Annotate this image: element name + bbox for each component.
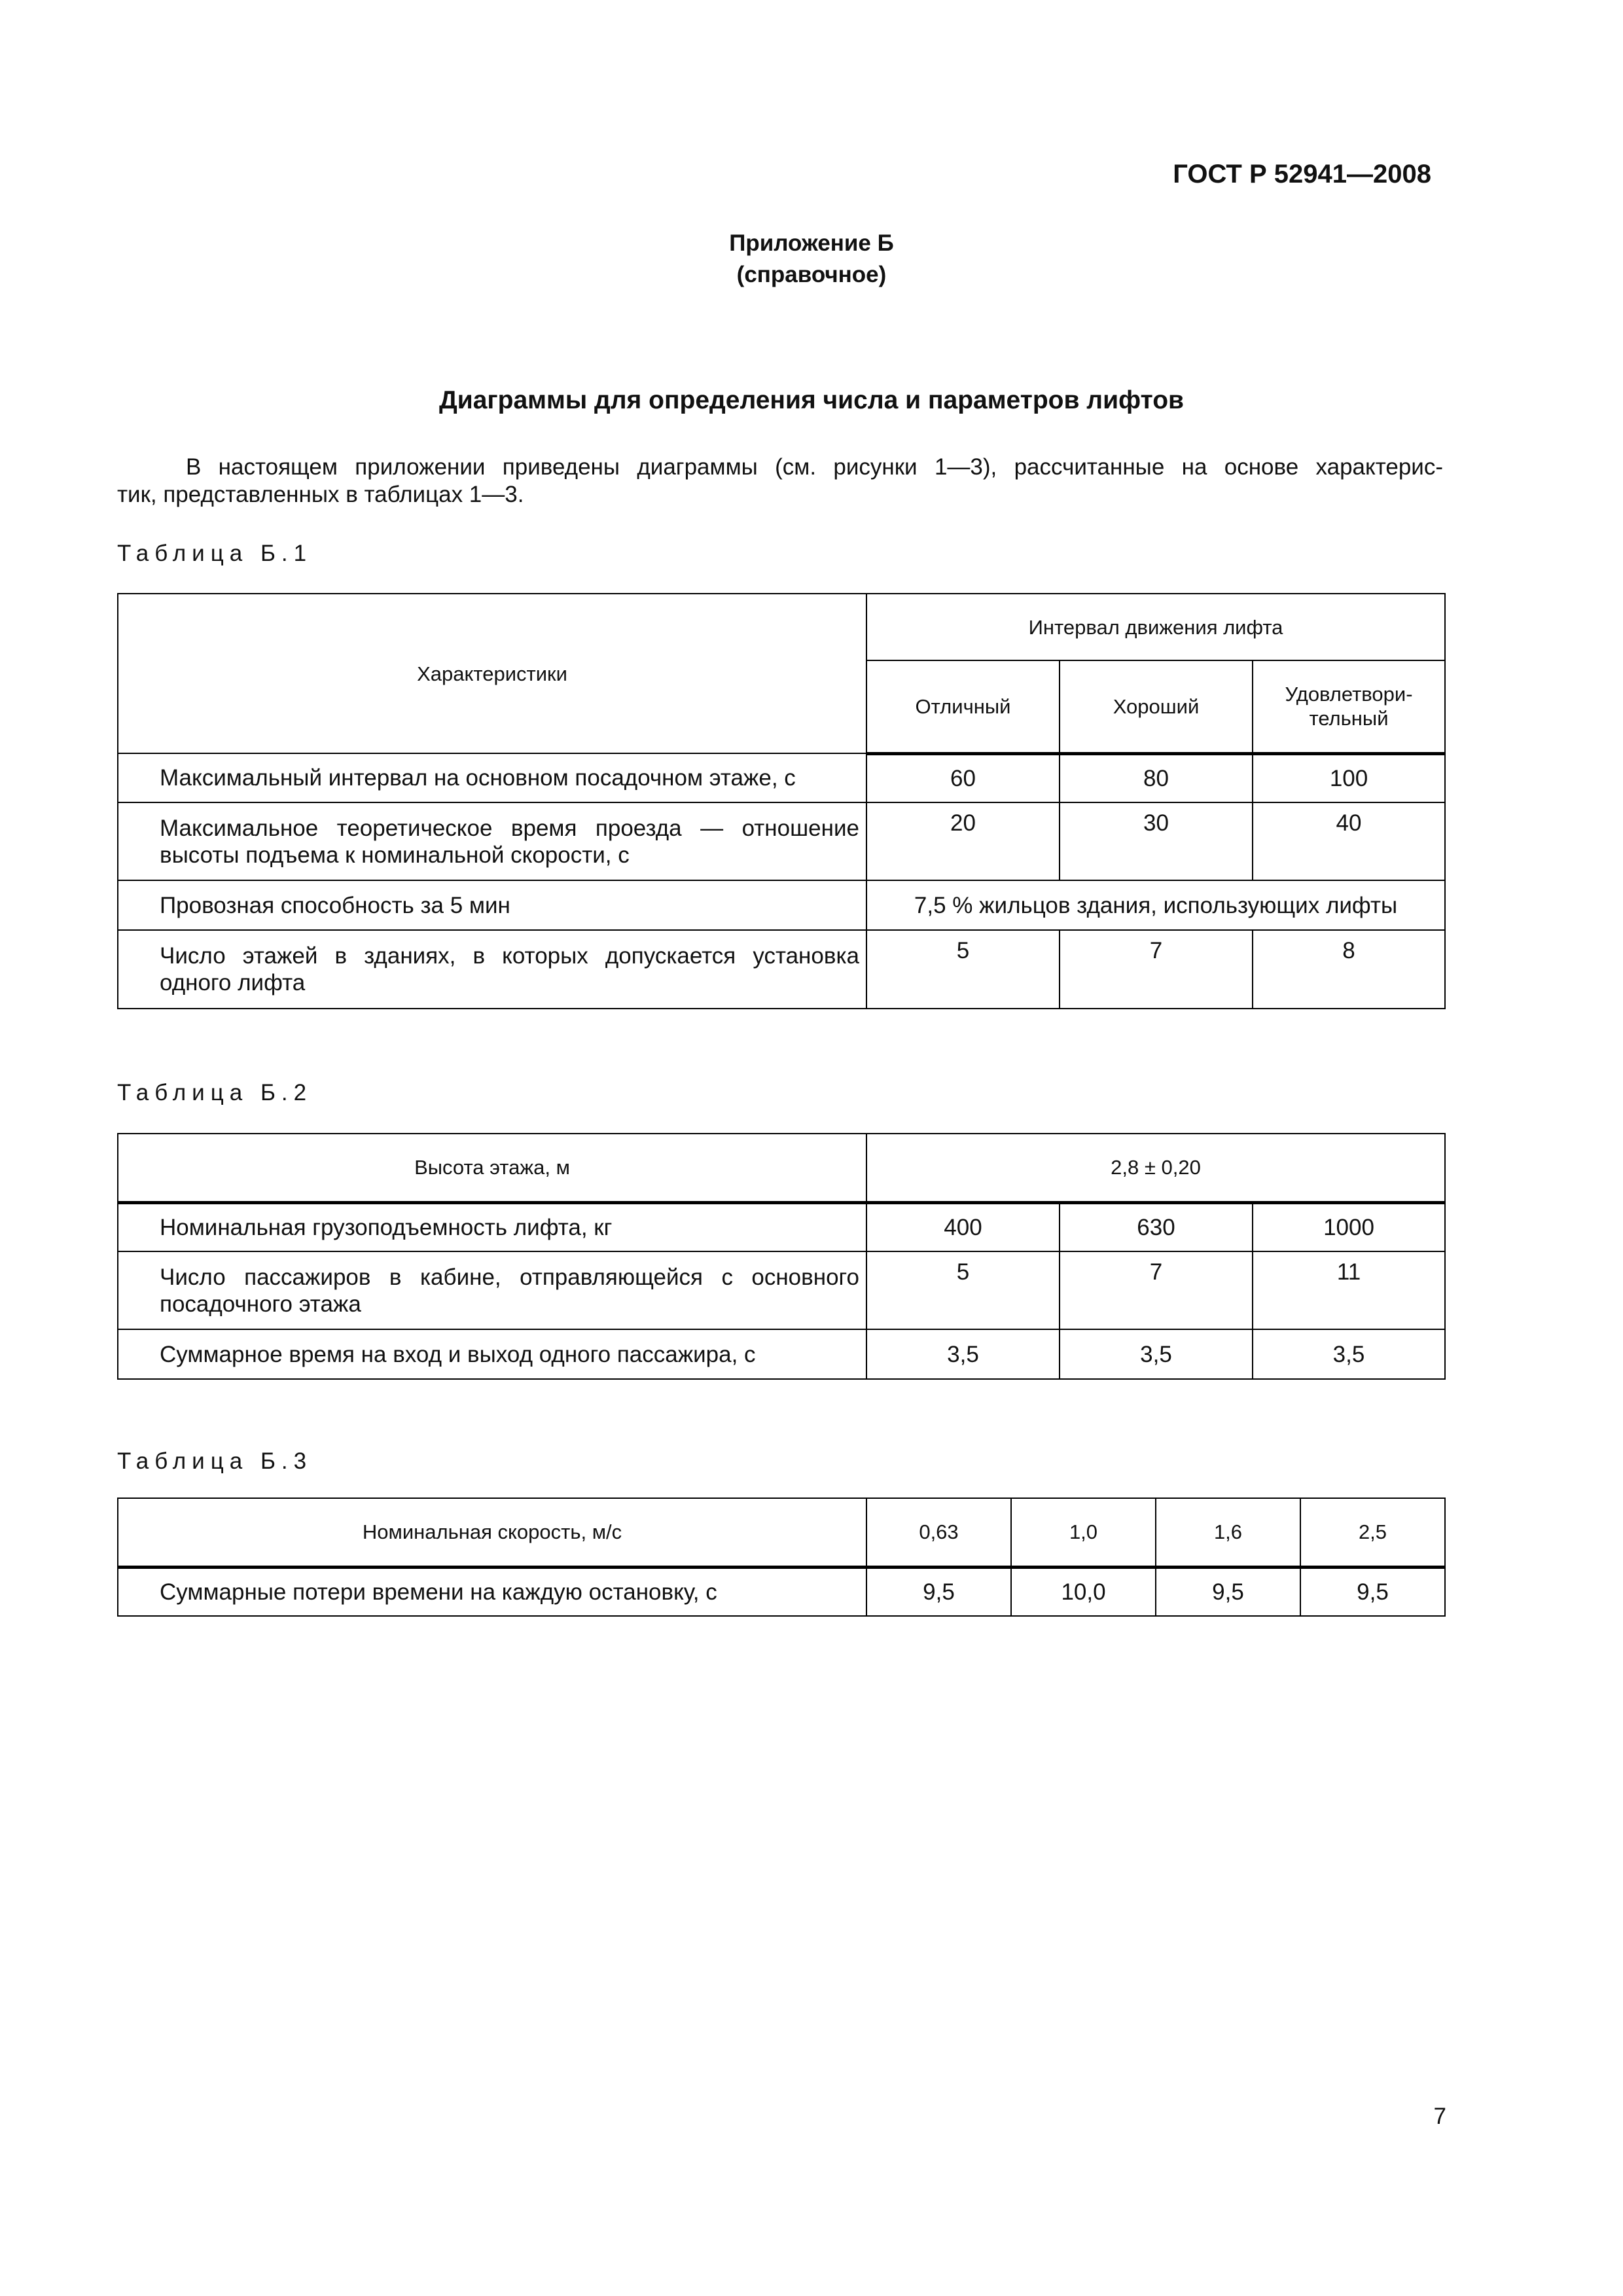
table-cell: 3,5: [866, 1329, 1060, 1379]
table-cell: 5: [866, 1251, 1060, 1329]
table-cell: 40: [1253, 802, 1445, 880]
table-cell: 100: [1253, 753, 1445, 802]
table-1-col-good: Хороший: [1060, 660, 1253, 753]
table-1-col-satisfactory: Удовлетвори- тельный: [1253, 660, 1445, 753]
table-merged-cell: 7,5 % жильцов здания, использующих лифты: [866, 880, 1445, 930]
table-1-head-characteristics: Характеристики: [118, 594, 866, 753]
table-cell: 9,5: [1156, 1567, 1300, 1616]
table-cell: 8: [1253, 930, 1445, 1009]
table-row-label: Суммарные потери времени на каждую остановку, с: [118, 1567, 866, 1616]
table-1-caption: Таблица Б.1: [117, 541, 313, 566]
table-3-caption: Таблица Б.3: [117, 1448, 313, 1474]
table-cell: 3,5: [1253, 1329, 1445, 1379]
table-cell: 5: [866, 930, 1060, 1009]
table-1-col-excellent: Отличный: [866, 660, 1060, 753]
table-2-head-value: 2,8 ± 0,20: [866, 1134, 1445, 1202]
table-cell: 630: [1060, 1202, 1253, 1251]
table-cell: 20: [866, 802, 1060, 880]
document-code: ГОСТ Р 52941—2008: [1173, 160, 1431, 188]
table-row-label: Число пассажиров в кабине, отправляющейся с основного посадочного этажа: [118, 1251, 866, 1329]
table-1-head-interval: Интервал движения лифта: [866, 594, 1445, 660]
table-row-label: Максимальный интервал на основном посадочном этаже, с: [118, 753, 866, 802]
intro-line-1: В настоящем приложении приведены диаграммы (см. рисунки 1—3), рассчитанные на основе характерис-: [186, 454, 1443, 480]
intro-paragraph: [117, 454, 1443, 509]
table-cell: 7: [1060, 1251, 1253, 1329]
table-row-label: Провозная способность за 5 мин: [118, 880, 866, 930]
table-cell: 10,0: [1011, 1567, 1156, 1616]
table-3-head-speed: 0,63: [866, 1498, 1011, 1567]
table-cell: 7: [1060, 930, 1253, 1009]
table-row-label: Номинальная грузоподъемность лифта, кг: [118, 1202, 866, 1251]
table-cell: 9,5: [866, 1567, 1011, 1616]
table-row-label: Максимальное теоретическое время проезда — отношение высоты подъема к номинальной скорости, с: [118, 802, 866, 880]
table-cell: 30: [1060, 802, 1253, 880]
table-cell: 11: [1253, 1251, 1445, 1329]
section-title: Диаграммы для определения числа и параметров лифтов: [438, 386, 1185, 414]
table-3-head-speed: 1,0: [1011, 1498, 1156, 1567]
table-row-label: Суммарное время на вход и выход одного пассажира, с: [118, 1329, 866, 1379]
table-3: [117, 1498, 1446, 1617]
table-3-head-label: Номинальная скорость, м/с: [118, 1498, 866, 1567]
table-2-head-label: Высота этажа, м: [118, 1134, 866, 1202]
table-1: [117, 593, 1446, 1009]
table-cell: 400: [866, 1202, 1060, 1251]
table-cell: 80: [1060, 753, 1253, 802]
table-3-head-speed: 2,5: [1300, 1498, 1445, 1567]
table-2-caption: Таблица Б.2: [117, 1080, 313, 1105]
table-row-label: Число этажей в зданиях, в которых допускается установка одного лифта: [118, 930, 866, 1009]
table-cell: 1000: [1253, 1202, 1445, 1251]
annex-title: Приложение Б: [729, 230, 894, 256]
table-3-head-speed: 1,6: [1156, 1498, 1300, 1567]
table-2: [117, 1133, 1446, 1380]
table-cell: 3,5: [1060, 1329, 1253, 1379]
annex-subtitle: (справочное): [736, 262, 887, 287]
table-cell: 60: [866, 753, 1060, 802]
page-number: 7: [1433, 2104, 1446, 2129]
table-cell: 9,5: [1300, 1567, 1445, 1616]
intro-line-2: тик, представленных в таблицах 1—3.: [117, 482, 524, 507]
